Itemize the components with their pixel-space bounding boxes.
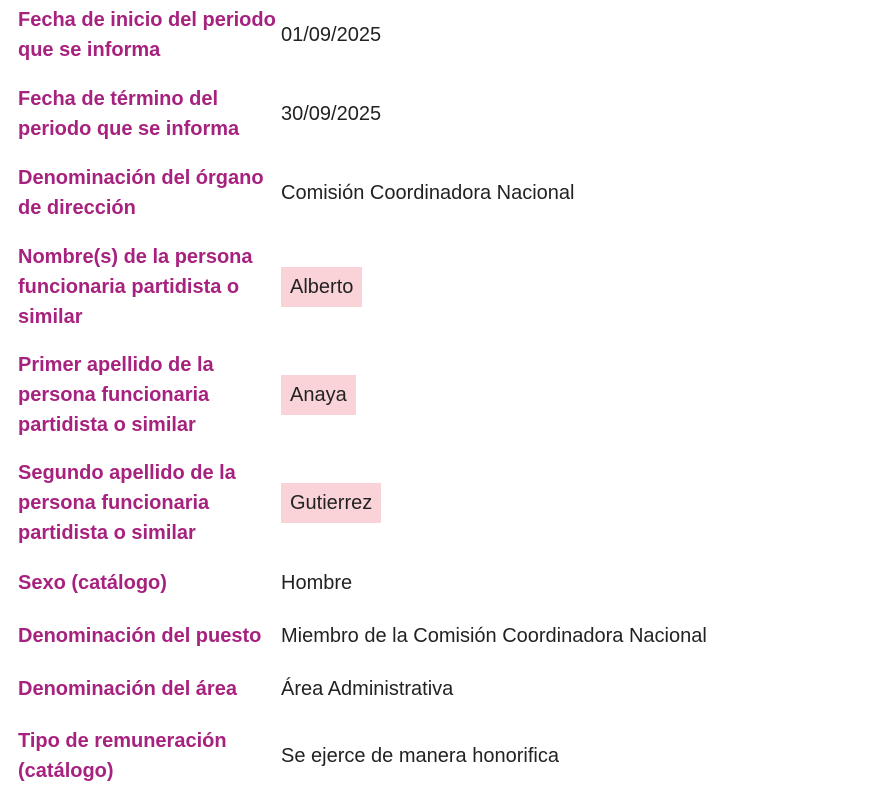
highlighted-value: Gutierrez — [281, 483, 381, 523]
field-label: Denominación del puesto — [18, 625, 262, 647]
field-label: Tipo de remuneración (catálogo) — [18, 730, 227, 782]
field-value: Hombre — [281, 572, 353, 594]
field-row-position — [0, 621, 877, 651]
field-label: Sexo (catálogo) — [18, 572, 167, 594]
field-label: Primer apellido de la persona funcionaria partidista o similar — [18, 354, 214, 436]
field-value: 01/09/2025 — [281, 24, 382, 46]
highlighted-value: Alberto — [281, 267, 362, 307]
field-row-end-date — [0, 84, 877, 144]
field-row-area — [0, 674, 877, 704]
field-label: Fecha de término del periodo que se informa — [18, 88, 240, 140]
field-label: Denominación del área — [18, 678, 237, 700]
field-label: Denominación del órgano de dirección — [18, 167, 264, 219]
field-row-sex — [0, 568, 877, 598]
field-value: Miembro de la Comisión Coordinadora Nacional — [281, 625, 707, 647]
field-value: Área Administrativa — [281, 678, 454, 700]
field-value: Comisión Coordinadora Nacional — [281, 182, 575, 204]
field-row-start-date — [0, 5, 877, 65]
field-value: 30/09/2025 — [281, 103, 382, 125]
field-label: Fecha de inicio del periodo que se informa — [18, 9, 276, 61]
field-label: Segundo apellido de la persona funcionaria partidista o similar — [18, 462, 236, 544]
field-row-remuneration-type — [0, 726, 877, 786]
field-row-second-surname — [0, 458, 877, 548]
highlighted-value: Anaya — [281, 375, 356, 415]
field-row-governing-body — [0, 163, 877, 223]
field-label: Nombre(s) de la persona funcionaria partidista o similar — [18, 246, 253, 328]
field-row-first-surname — [0, 350, 877, 440]
field-value: Se ejerce de manera honorifica — [281, 745, 559, 767]
field-row-first-name — [0, 242, 877, 332]
